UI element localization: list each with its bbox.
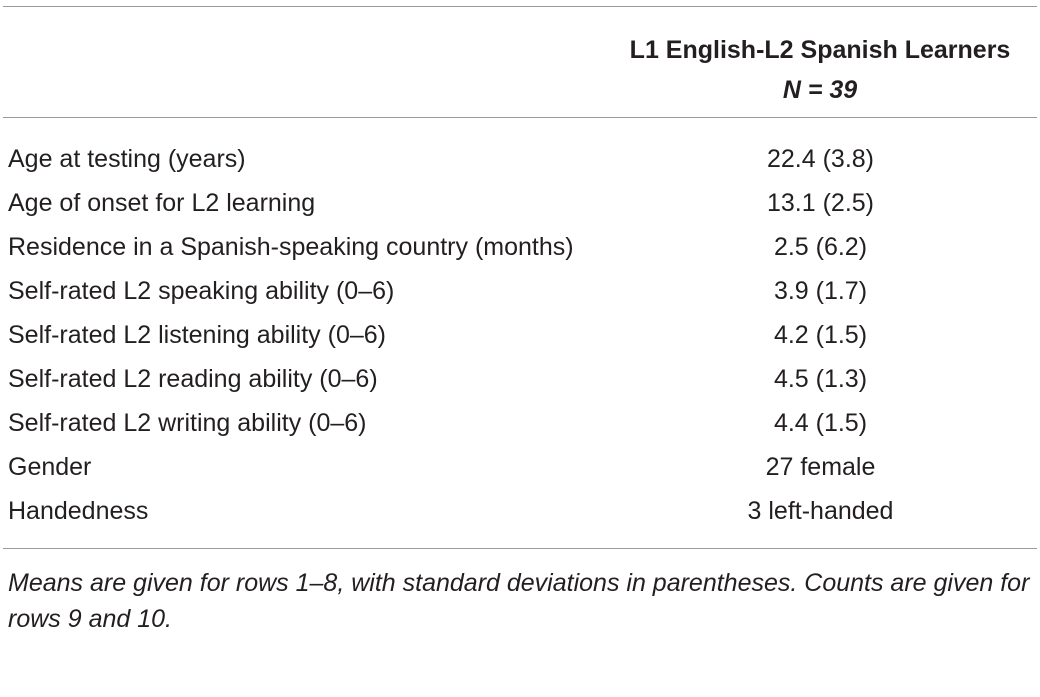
row-label: Self-rated L2 writing ability (0–6) (8, 409, 367, 437)
row-value: 2.5 (6.2) (773, 233, 868, 261)
row-label: Gender (8, 453, 92, 481)
row-label: Age of onset for L2 learning (8, 189, 316, 217)
table-row (3, 401, 1037, 445)
table-row (3, 489, 1037, 533)
column-title: L1 English-L2 Spanish Learners (629, 36, 1011, 64)
row-value: 4.4 (1.5) (773, 409, 868, 437)
table-row (3, 445, 1037, 489)
row-value: 4.2 (1.5) (773, 321, 868, 349)
row-value: 4.5 (1.3) (773, 365, 868, 393)
row-value: 27 female (765, 453, 876, 481)
header-value-column (603, 7, 1037, 117)
participant-table (3, 6, 1037, 637)
row-value: 22.4 (3.8) (766, 145, 874, 173)
table-row (3, 313, 1037, 357)
row-label: Self-rated L2 reading ability (0–6) (8, 365, 378, 393)
row-label: Self-rated L2 speaking ability (0–6) (8, 277, 395, 305)
row-value: 13.1 (2.5) (766, 189, 874, 217)
table-footnote: Means are given for rows 1–8, with standard deviations in parentheses. Counts are given for rows 9 and 10. (8, 569, 1030, 633)
header-rule (3, 117, 1037, 118)
row-value: 3 left-handed (747, 497, 894, 525)
table-header (3, 7, 1037, 117)
table-row (3, 357, 1037, 401)
table-body (3, 137, 1037, 533)
row-label: Residence in a Spanish-speaking country (months) (8, 233, 574, 261)
row-label: Self-rated L2 listening ability (0–6) (8, 321, 386, 349)
table-row (3, 225, 1037, 269)
table-row (3, 269, 1037, 313)
table-row (3, 137, 1037, 181)
table-row (3, 181, 1037, 225)
row-label: Age at testing (years) (8, 145, 246, 173)
row-label: Handedness (8, 497, 149, 525)
row-value: 3.9 (1.7) (773, 277, 868, 305)
header-label-column (3, 7, 603, 117)
sample-size: N = 39 (782, 76, 858, 104)
